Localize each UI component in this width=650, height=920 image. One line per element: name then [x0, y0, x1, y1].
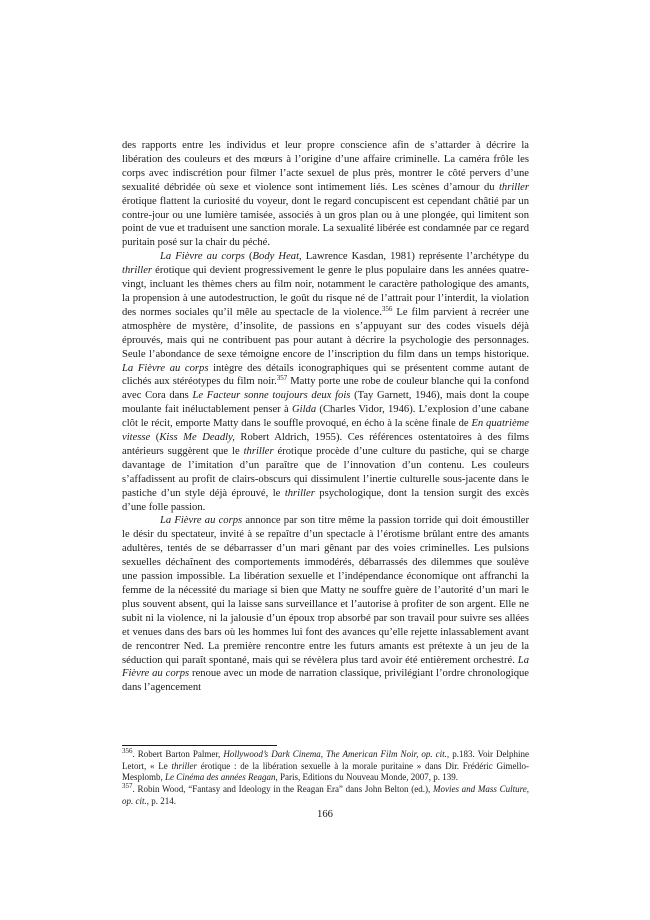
text-run: (: [150, 432, 160, 444]
italic-text: thriller: [498, 181, 529, 193]
text-run: intègre des détails iconographiques qui se présentent comme autant de clichés aux stéréotypes du film noir.: [122, 362, 529, 388]
text-run: annonce par son titre même la passion torride qui doit émoustiller le désir du spectateur, invité à se repaître d’un spectacle à l’érotisme brûlant entre des amants adultères, tentés de se débarrasser d’un mari gênant par des voies criminelles. Les pulsions sexuelles déchaînent des comportements immodérés, débarrassés des dilemmes que soulève une passion impossible. La libération sexuelle et l’indépendance économique ont affranchi la femme de la nécessité du mariage si bien que Matty ne souffre guère de l’autorité d’un mari le plus souvent absent, qui la laisse sans surveillance et l’autorise à profiter de son argent. Elle ne subit ni la violence, ni la jalousie d’un époux trop absorbé par son travail pour suivre ses allées et venues dans des bars où les hommes lui font des avances qu’elle rejette inlassablement avant de rencontrer Ned. La première rencontre entre les futurs amants est prétexte à un jeu de la séduction qui paraît spontané, mais qui se révèlera plus tard avoir été entièrement orchestré.: [122, 515, 529, 666]
text-run: des rapports entre les individus et leur propre conscience afin de s’attarder à décrire la libération des couleurs et des mœurs à l’origine d’une affaire criminelle. La caméra frôle les corps avec indiscrétion pour filmer l’acte sexuel de plus près, montrer le côté pervers d’une sexualité débridée où sexe et violence sont intimement liés. Les scènes d’amour du: [122, 140, 529, 193]
paragraph-1: [122, 139, 529, 250]
text-run: , p. 214.: [146, 795, 176, 806]
text-run: érotique flattent la curiosité du voyeur, dont le regard concupiscent est cependant châtié par un contre-jour ou une lumière tamisée, associés à un gros plan ou à une plongée, qui limitent son point de vue et traduisent une sanction morale. La sexualité libérée est condamnée par ce regard puritain posé sur la chair du péché.: [122, 195, 529, 249]
italic-text: La Fièvre au corps: [122, 362, 209, 374]
text-run: Robert Aldrich, 1955). Ces références ostentatoires à des films antérieurs suggèrent que le: [122, 432, 529, 457]
italic-text: En quatrième vitesse: [122, 418, 530, 444]
footnote-ref: 356: [381, 304, 393, 313]
italic-text: thriller: [243, 445, 274, 457]
text-run: (Charles Vidor, 1946). L’explosion d’une cabane clôt le récit, emporte Matty dans le souffle provoqué, en écho à la scène finale de: [122, 404, 529, 430]
text-run: . Robert Barton Palmer,: [132, 749, 224, 759]
main-text: [122, 139, 529, 695]
footnotes: [122, 749, 529, 808]
text-run: érotique procède d’une culture du pastiche, qui se charge davantage de l’imitation d’un paraître que de l’innovation d’un contenu. Les couleurs s’affadissent au profit de clairs-obscurs qui dissimulent l’inertie culturelle sous-jacente dans le pastiche d’un style déjà éprouvé, le: [122, 445, 529, 499]
footnote-356: [122, 749, 529, 784]
italic-text: thriller: [284, 487, 315, 499]
italic-text: Le Facteur sonne toujours deux fois: [192, 390, 351, 402]
footnote-separator: [122, 745, 277, 746]
footnote-357: [122, 784, 529, 807]
text-run: renoue avec un mode de narration classique, privilégiant l’ordre chronologique dans l’agencement: [122, 668, 529, 694]
page-number: 166: [317, 809, 333, 820]
footnote-ref: 357: [122, 782, 133, 791]
italic-text: Le Cinéma des années Reagan: [165, 772, 276, 783]
italic-text: Body Heat: [252, 251, 300, 263]
text-run: (Tay Garnett, 1946), mais dont la coupe moulante fait inéluctablement penser à: [122, 390, 530, 416]
text-run: , p.183. Voir Delphine Letort, « Le: [122, 749, 529, 771]
italic-text: La Fièvre au corps: [160, 515, 243, 527]
italic-text: Hollywood’s Dark Cinema, The American Film Noir, op. cit.: [223, 749, 447, 759]
text-run: , Lawrence Kasdan, 1981) représente l’archétype du: [299, 251, 529, 263]
footnote-ref: 356: [122, 747, 133, 755]
italic-text: thriller: [122, 265, 153, 277]
italic-text: Movies and Mass Culture: [432, 784, 527, 795]
text-run: érotique : de la libération sexuelle à la morale puritaine » dans Dir. Frédéric Gimello-Mesplomb,: [122, 760, 529, 783]
italic-text: Kiss Me Deadly,: [159, 432, 235, 444]
footnote-ref: 357: [276, 374, 288, 383]
text-run: psychologique, dont la tension surgit des excès d’une folle passion.: [122, 487, 529, 513]
text-run: Matty porte une robe de couleur blanche qui la confond avec Cora dans: [122, 376, 530, 402]
italic-text: La Fièvre au corps: [122, 654, 529, 680]
paragraph-2: [122, 250, 529, 514]
italic-text: La Fièvre au corps: [160, 251, 245, 263]
text-run: . Robin Wood, “Fantasy and Ideology in the Reagan Era” dans John Belton (ed.),: [132, 784, 433, 795]
text-run: , Paris, Editions du Nouveau Monde, 2007, p. 139.: [275, 772, 458, 783]
italic-text: Gilda: [292, 404, 317, 416]
text-run: érotique qui devient progressivement le genre le plus populaire dans les années quatre-vingt, incluant les thèmes chers au film noir, notamment le caractère pathologique des amants, la propension à une autodestruction, le goût du risque né de l’attrait pour l’interdit, la violation des normes sociales qu’il mêle au spectacle de la violence.: [122, 265, 529, 318]
paragraph-3: [122, 514, 529, 695]
italic-text: thriller: [171, 760, 198, 771]
italic-text: op. cit.: [122, 795, 147, 806]
text-run: (: [244, 251, 253, 263]
text-run: Le film parvient à recréer une atmosphère de mystère, d’insolite, de passions en s’appuyant sur des codes visuels déjà éprouvés, mais qui ne contribuent pas pour autant à décrire la psychologie des personnages. Seule l’abondance de sexe témoigne encore de l’inscription du film dans un temps historique.: [122, 306, 530, 360]
text-run: ,: [526, 784, 530, 795]
